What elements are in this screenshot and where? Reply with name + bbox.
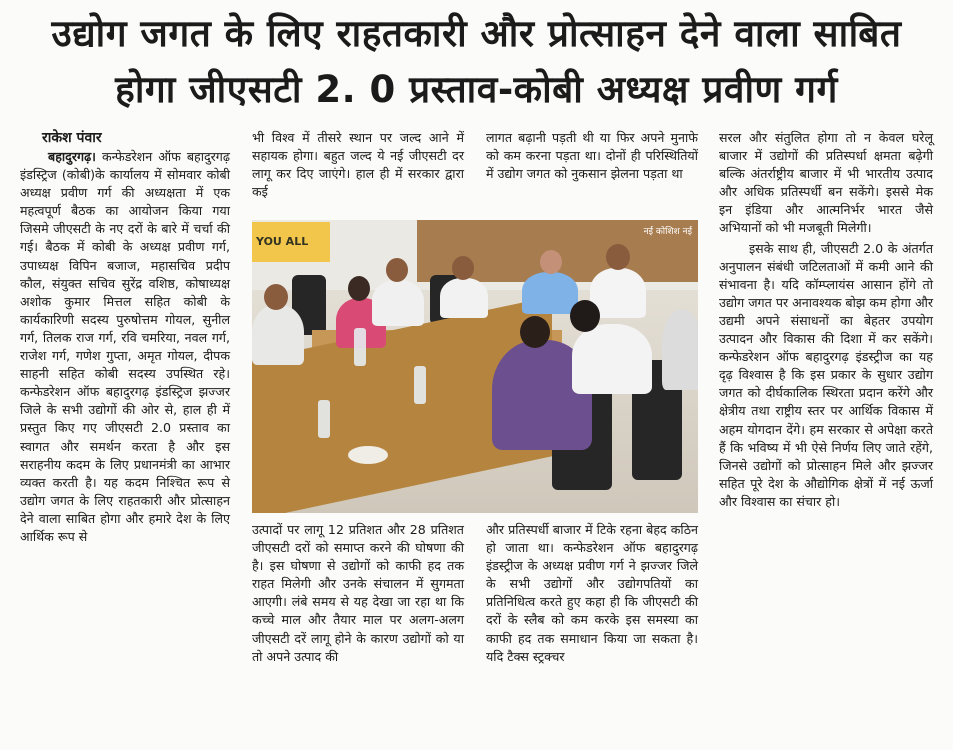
photo-person-head [386,258,408,282]
photo-banner: YOU ALL [252,222,330,262]
photo-person-head [452,256,474,280]
col2-top-text: भी विश्व में तीसरे स्थान पर जल्द आने में सहायक होगा। बहुत जल्द ये नई जीएसटी दर लागू कर दिए जाएंगे। हाल ही में सरकार द्वारा कई [252,130,464,200]
col3-bottom-text: और प्रतिस्पर्धी बाजार में टिके रहना बेहद कठिन हो जाता था। कन्फेडरेशन ऑफ बहादुरगढ़ इंडस्ट्रीज के अध्यक्ष प्रवीण गर्ग ने झज्जर जिले के सभी उद्योगों और उद्योगपतियों का प्रतिनिधित्व करते हुए कहा ही कि जीएसटी की दरों के स्लैब को कम करके इस समस्या का काफी हद तक समाधान किया जा सकता है। यदि टैक्स स्ट्रक्चर [486,522,698,664]
photo-watermark: नई कोशिश नई [643,227,692,237]
col4-paragraph-2: इसके साथ ही, जीएसटी 2.0 के अंतर्गत अनुपालन संबंधी जटिलताओं में कमी आने की संभावना है। यदि कॉम्प्लायंस आसान होंगे तो उद्योग जगत पर अनावश्यक बोझ कम होगा और उद्यमी अपने संसाधनों का बेहतर उपयोग उत्पादन और विकास की दिशा में कर सकेंगे। कन्फेडरेशन ऑफ बहादुरगढ़ इंडस्ट्रीज का यह दृढ़ विश्वास है कि इस प्रकार के सुधार उद्योग जगत को दीर्घकालिक स्थिरता प्रदान करेंगे और क्षेत्रीय तथा राष्ट्रीय स्तर पर आर्थिक विकास में अहम योगदान देंगे। हम सरकार से अपेक्षा करते हैं कि भविष्य में भी ऐसे निर्णय लिए जाते रहेंगे, जिनसे उद्योगों को प्रोत्साहन मिले और झज्जर सहित पूरे देश के औद्योगिक क्षेत्रों में नई ऊर्जा और विश्वास का संचार हो। [719,240,933,509]
photo-person [572,324,652,394]
headline-line-1: उद्योग जगत के लिए राहतकारी और प्रोत्साहन देने वाला साबित [51,12,902,55]
photo-plate [348,446,388,464]
byline: राकेश पंवार [42,130,102,146]
photo-bottle [354,328,366,366]
photo-person-head [606,244,630,270]
article-column-2-top [252,129,464,201]
photo-person [522,272,578,314]
headline-line-2: होगा जीएसटी 2. 0 प्रस्ताव-कोबी अध्यक्ष प्रवीण गर्ग [115,68,838,111]
col3-top-text: लागत बढ़ानी पड़ती थी या फिर अपने मुनाफे को कम करना पड़ता था। दोनों ही परिस्थितियों में उद्योग जगत को नुकसान झेलना पड़ता था [486,130,698,182]
photo-person-head [348,276,370,301]
col1-text: कन्फेडरेशन ऑफ बहादुरगढ़ इंडस्ट्रिज (कोबी)के कार्यालय में सोमवार कोबी अध्यक्ष प्रवीण गर्ग की अध्यक्षता में एक महत्वपूर्ण बैठक का आयोजन किया गया जिसमे जीएसटी के नए दरों के बारे में चर्चा की गई। बैठक में कोबी के अध्यक्ष प्रवीण गर्ग, उपाध्यक्ष विपिन बजाज, महासचिव प्रदीप कौल, संयुक्त सचिव सुरेंद्र वशिष्ठ, कोषाध्यक्ष अशोक कुमार मित्तल सहित कोबी के कार्यकारिणी सदस्य पुरुषोत्तम गोयल, सुनील गर्ग, तिलक राज गर्ग, रवि चमरिया, नवल गर्ग, राजेश गर्ग, गणेश गुप्ता, अमृत गोयल, दीपक साहनी सहित कोबी सदस्य उपस्थित रहे। कन्फेडरेशन ऑफ बहादुरगढ़ इंडस्ट्रिज झज्जर जिले के सभी उद्योगों की ओर से, हाल ही में प्रस्तुत किए गए जीएसटी 2.0 प्रस्ताव का स्वागत और समर्थन करता है और इस सराहनीय कदम के लिए प्रधानमंत्री का आभार व्यक्त करती है। यह कदम निश्चित रूप से उद्योग जगत के लिए राहतकारी और प्रोत्साहन देने वाला साबित होगा और हमारे देश के लिए आर्थिक रूप से [20,149,230,544]
headline [0,6,953,118]
photo-bottle [318,400,330,438]
article-column-2-bottom [252,521,464,666]
meeting-photo [252,220,698,513]
col2-bottom-text: उत्पादों पर लागू 12 प्रतिशत और 28 प्रतिशत जीएसटी दरों को समाप्त करने की घोषणा की है। इस घोषणा से उद्योगों को काफी हद तक राहत मिलेगी और उनके संचालन में सुगमता आएगी। लंबे समय से यह देखा जा रहा था कि कच्चे माल और तैयार माल पर अलग-अलग जीएसटी दरें लागू होने के कारण उद्योगों को या तो अपने उत्पाद की [252,522,464,664]
photo-person-head [520,316,550,348]
article-column-4 [719,129,933,511]
col1-body [20,148,230,546]
article-column-3-top [486,129,698,183]
article-column-1 [20,129,230,546]
photo-person [662,310,698,390]
photo-bottle [414,366,426,404]
photo-person [252,305,304,365]
photo-person [440,278,488,318]
photo-person-head [540,250,562,274]
article-column-3-bottom [486,521,698,666]
photo-person [372,280,424,326]
col4-paragraph-1: सरल और संतुलित होगा तो न केवल घरेलू बाजार में उद्योगों की प्रतिस्पर्धा क्षमता बढ़ेगी बल्कि अंतर्राष्ट्रीय बाजार में भी भारतीय उत्पाद और अधिक प्रतिस्पर्धी बन सकेंगे। इससे मेक इन इंडिया और आत्मनिर्भर भारत जैसे अभियानों को भी मजबूती मिलेगी। [719,130,933,236]
dateline: बहादुरगढ़। [48,149,96,164]
photo-person-head [264,284,288,310]
photo-person-head [570,300,600,332]
